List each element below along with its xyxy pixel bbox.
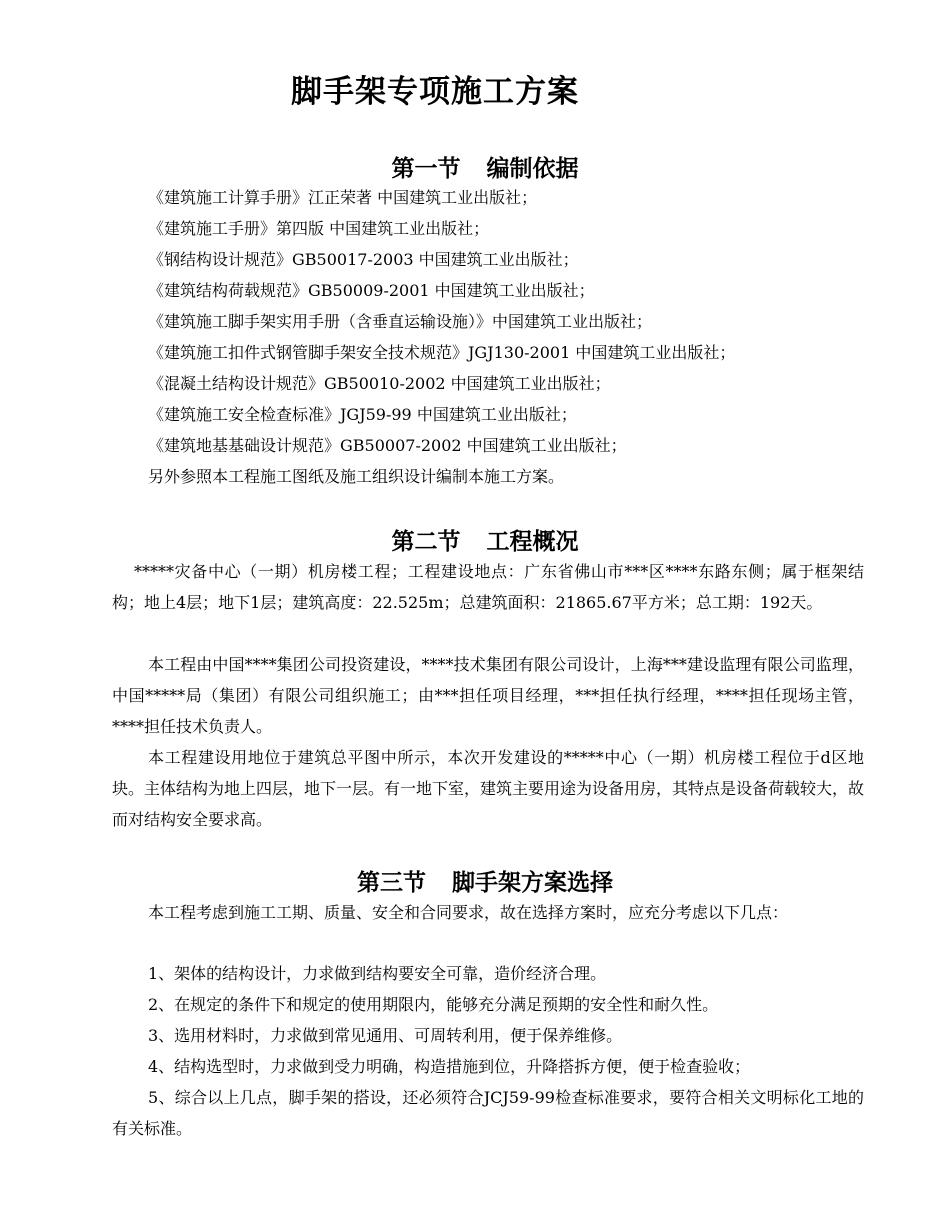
section-1-number: 第一节	[391, 156, 461, 182]
scheme-item: 4、结构选型时，力求做到受力明确，构造措施到位，升降搭拆方便，便于检查验收；	[148, 1057, 751, 1076]
section-3-title: 脚手架方案选择	[452, 870, 613, 896]
overview-paragraph-1: *****灾备中心（一期）机房楼工程；工程建设地点：广东省佛山市***区****东路东侧；属于框架结构；地上4层；地下1层；建筑高度：22.525m；总建筑面积：21865.67平方米；总工期：192天。	[112, 562, 864, 612]
reference-item: 《建筑施工手册》第四版 中国建筑工业出版社；	[148, 219, 490, 238]
section-3-number: 第三节	[357, 870, 426, 896]
scheme-item: 2、在规定的条件下和规定的使用期限内，能够充分满足预期的安全性和耐久性。	[148, 995, 719, 1014]
document-title: 脚手架专项施工方案	[291, 74, 579, 110]
reference-item: 《建筑地基基础设计规范》GB50007-2002 中国建筑工业出版社；	[148, 436, 627, 455]
reference-item: 《建筑施工扣件式钢管脚手架安全技术规范》JGJ130-2001 中国建筑工业出版社；	[148, 343, 736, 362]
overview-paragraph-3: 本工程建设用地位于建筑总平图中所示，本次开发建设的*****中心（一期）机房楼工程位于d区地块。主体结构为地上四层，地下一层。有一地下室，建筑主要用途为设备用房，其特点是设备荷载较大，故而对结构安全要求高。	[112, 748, 865, 829]
section-3-heading	[110, 864, 860, 897]
scheme-intro: 本工程考虑到施工工期、质量、安全和合同要求，故在选择方案时，应充分考虑以下几点：	[148, 903, 789, 922]
section-2-number: 第二节	[391, 529, 461, 555]
reference-item: 《建筑施工安全检查标准》JGJ59-99 中国建筑工业出版社；	[148, 405, 577, 424]
reference-item: 《建筑施工脚手架实用手册（含垂直运输设施）》中国建筑工业出版社；	[148, 312, 653, 331]
section-1-heading	[110, 150, 860, 183]
section-2-heading	[110, 523, 860, 556]
overview-paragraph-2: 本工程由中国****集团公司投资建设，****技术集团有限公司设计，上海***建设监理有限公司监理，中国*****局（集团）有限公司组织施工；由***担任项目经理，***担任执行经理，****担任现场主管，****担任技术负责人。	[112, 655, 864, 736]
reference-item: 《混凝土结构设计规范》GB50010-2002 中国建筑工业出版社；	[148, 374, 611, 393]
section-2-title: 工程概况	[486, 529, 579, 555]
section-1-title: 编制依据	[486, 156, 579, 182]
reference-note: 另外参照本工程施工图纸及施工组织设计编制本施工方案。	[148, 467, 565, 486]
reference-item: 《建筑结构荷载规范》GB50009-2001 中国建筑工业出版社；	[148, 281, 595, 300]
scheme-item: 5、综合以上几点，脚手架的搭设，还必须符合JCJ59-99检查标准要求，要符合相关文明标化工地的有关标准。	[112, 1088, 864, 1138]
reference-item: 《建筑施工计算手册》江正荣著 中国建筑工业出版社；	[148, 188, 538, 207]
reference-item: 《钢结构设计规范》GB50017-2003 中国建筑工业出版社；	[148, 250, 579, 269]
scheme-item: 3、选用材料时，力求做到常见通用、可周转利用，便于保养维修。	[148, 1026, 623, 1045]
scheme-item: 1、架体的结构设计，力求做到结构要安全可靠，造价经济合理。	[148, 964, 607, 983]
